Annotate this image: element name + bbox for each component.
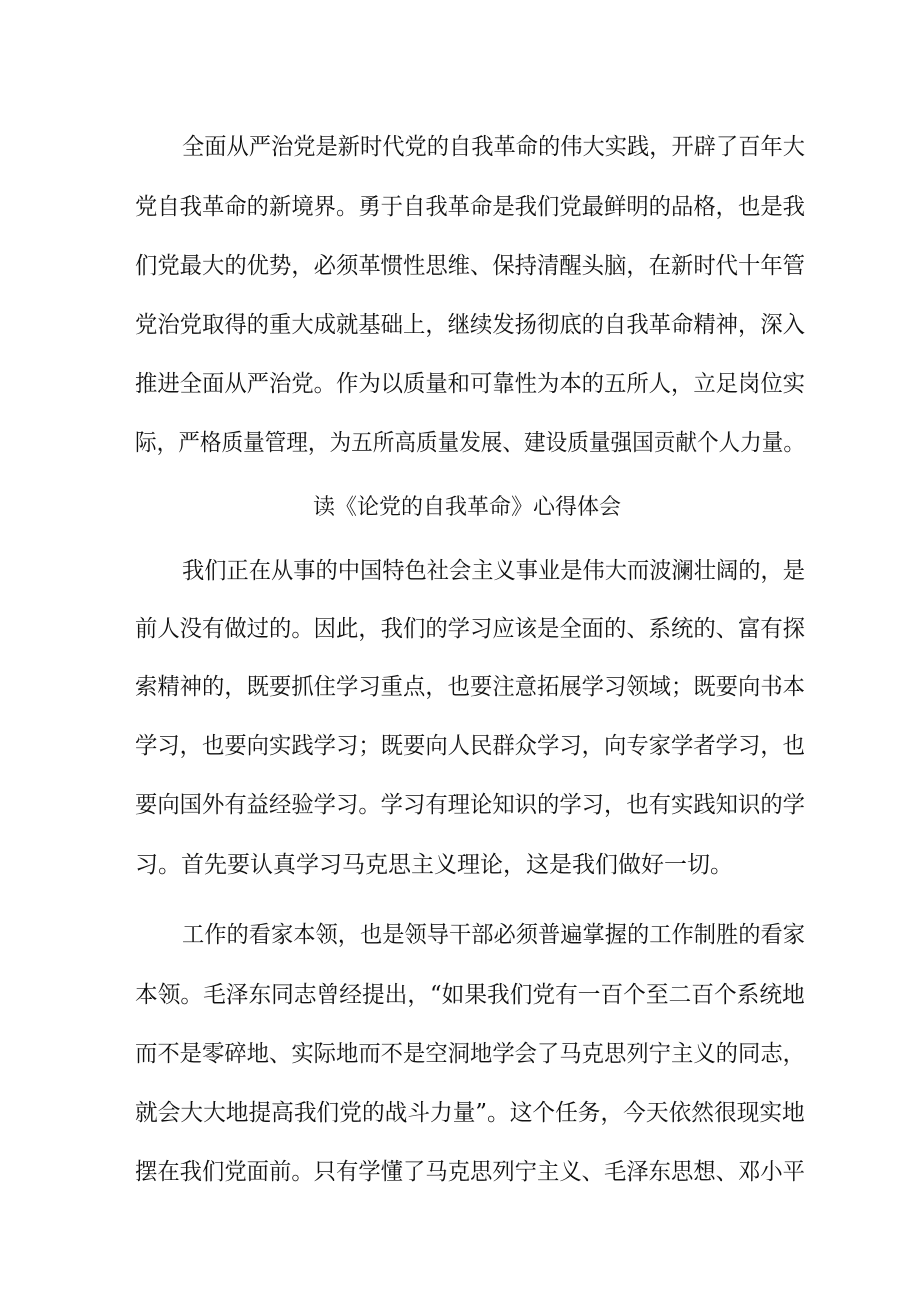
paragraph-3-line <box>0 975 920 1015</box>
paragraph-1-line <box>0 305 920 345</box>
paragraph-2-line <box>0 609 920 649</box>
text-line: 索精神的，既要抓住学习重点，也要注意拓展学习领域；既要向书本 <box>135 674 805 700</box>
text-line: 们党最大的优势，必须革惯性思维、保持清醒头脑，在新时代十年管 <box>135 253 805 279</box>
paragraph-2-line <box>0 667 920 707</box>
paragraph-1-line <box>0 187 920 227</box>
paragraph-2-line <box>0 785 920 825</box>
text-line: 党自我革命的新境界。勇于自我革命是我们党最鲜明的品格，也是我 <box>135 194 805 220</box>
paragraph-1-line <box>0 127 920 167</box>
text-line: 学习，也要向实践学习；既要向人民群众学习，向专家学者学习，也 <box>135 733 805 759</box>
paragraph-1-line <box>0 246 920 286</box>
text-line: 党治党取得的重大成就基础上，继续发扬彻底的自我革命精神，深入 <box>135 312 805 338</box>
text-line: 全面从严治党是新时代党的自我革命的伟大实践，开辟了百年大 <box>182 134 806 160</box>
paragraph-3-line <box>0 1034 920 1074</box>
text-line: 习。首先要认真学习马克思主义理论，这是我们做好一切。 <box>135 852 733 878</box>
text-line: 际，严格质量管理，为五所高质量发展、建设质量强国贡献个人力量。 <box>135 430 806 456</box>
paragraph-2-line <box>0 551 920 591</box>
text-line: 前人没有做过的。因此，我们的学习应该是全面的、系统的、富有探 <box>135 616 805 642</box>
text-line: 就会大大地提高我们党的战斗力量”。这个任务，今天依然很现实地 <box>135 1100 805 1126</box>
paragraph-3-line <box>0 1152 920 1192</box>
paragraph-3-line <box>0 1093 920 1133</box>
paragraph-3-line <box>0 915 920 955</box>
text-line: 摆在我们党面前。只有学懂了马克思列宁主义、毛泽东思想、邓小平 <box>135 1159 805 1185</box>
text-line: 工作的看家本领，也是领导干部必须普遍掌握的工作制胜的看家 <box>182 922 806 948</box>
paragraph-1-line <box>0 364 920 404</box>
paragraph-2-line <box>0 726 920 766</box>
text-line: 本领。毛泽东同志曾经提出，“如果我们党有一百个至二百个系统地 <box>135 982 805 1008</box>
text-line: 要向国外有益经验学习。学习有理论知识的学习，也有实践知识的学 <box>135 792 805 818</box>
text-line: 推进全面从严治党。作为以质量和可靠性为本的五所人，立足岗位实 <box>135 371 805 397</box>
text-line: 我们正在从事的中国特色社会主义事业是伟大而波澜壮阔的，是 <box>182 558 806 584</box>
text-line: 而不是零碎地、实际地而不是空洞地学会了马克思列宁主义的同志， <box>135 1041 805 1067</box>
section-title-row <box>0 488 920 528</box>
paragraph-2-line <box>0 845 920 885</box>
paragraph-1-line <box>0 423 920 463</box>
section-title: 读《论党的自我革命》心得体会 <box>313 495 622 520</box>
